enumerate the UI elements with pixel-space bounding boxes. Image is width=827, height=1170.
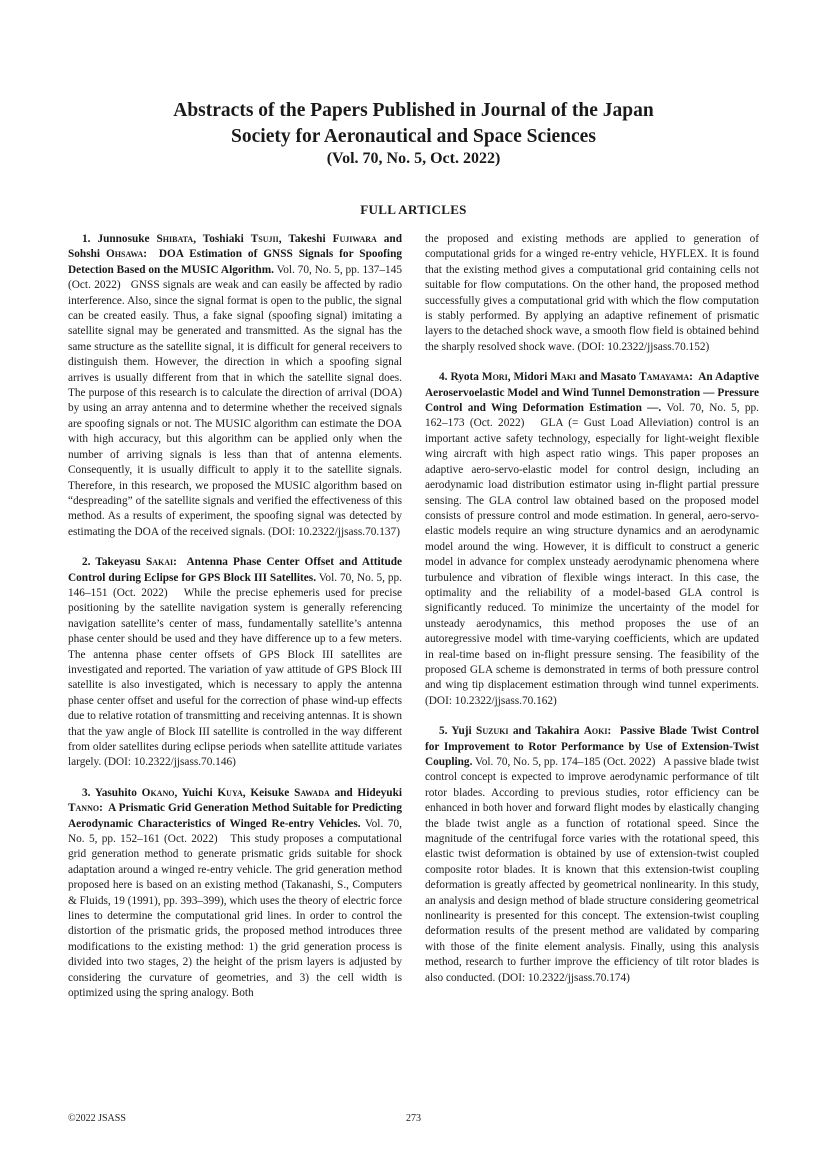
article-title: DOA Estimation of GNSS Signals for Spoofing Detection Based on the MUSIC Algorithm.: [68, 248, 402, 276]
doi: (DOI: 10.2322/jjsass.70.162): [425, 694, 557, 707]
abstract-3-continued: [425, 232, 759, 355]
abstract-body: the proposed and existing methods are applied to generation of computational grids for a winged re-entry vehicle, HYFLEX. It is found that the existing method gives a computational grid containing cells not suitable for flow computations. On the other hand, the proposed method successfully gives a computational grid with which the flow computation is stably performed. By applying an adaptive refinement of prismatic layers to the detached shock wave, a smooth flow field is obtained behind the sharply resolved shock wave.: [425, 233, 759, 353]
abstract-body: This study proposes a computational grid generation method to generate prismatic grids suitable for shock adaptation around a winged re-entry vehicle. The grid generation method proposed here is based on an existing method (Takanashi, S., Computers & Fluids, 19 (1991), pp. 393–399), which uses the theory of electric force lines to determine the computational grid lines. In order to control the distortion of the prismatic grids, the proposed method introduces three modifications to the existing method: 1) the grid generation process is divided into two stages, 2) the height of the prism layers is adjusted by considering the curvature of geometries, and 3) the cell width is optimized using the spring analogy. Both: [68, 833, 402, 1000]
abstract-4: 4. Ryota Mori, Midori Maki and Masato Tamayama: An Adaptive Aeroservoelastic Model and Wind Tunnel Demonstration — Pressure Control and Wing Deformation Estimation —. Vol. 70, No. 5, pp. 162–173 (Oct. 2022) GLA (= Gust Load Alleviation) control is an important active safety technology, especially for light-weight flexible wing aircraft with high aspect ratio wings. This paper proposes an adaptive aero-servo-elastic model for control design, including an aerodynamic load distribution estimator using in-flight partial pressure sensing. The GLA control law obtained based on the proposed model consists of pressure control and mode estimation. In general, aero-servo-elastic models require an wing structure dynamics and an aerodynamic model around the wing. However, it is difficult to construct a generic model in advance for complex unsteady aerodynamic phenomena where turbulence and vibration of flexible wings interact. In this case, the optimality and the reliability of a model-based GLA control is significantly reduced. To minimize the uncertainty of the model for unsteady aerodynamics, this method proposes the use of an autoregressive model with time-varying coefficients, which are updated in real-time based on in-flight pressure sensing. The feasibility of the proposed GLA scheme is demonstrated in terms of both pressure control and wing tip displacement estimation through wind tunnel experiments. (DOI: 10.2322/jjsass.70.162): [425, 371, 759, 707]
issue-info: (Vol. 70, No. 5, Oct. 2022): [326, 150, 501, 167]
abstract-3: 3. Yasuhito Okano, Yuichi Kuya, Keisuke Sawada and Hideyuki Tanno: A Prismatic Grid Generation Method Suitable for Predicting Aerodynamic Characteristics of Winged Re-entry Vehicles. Vol. 70, No. 5, pp. 152–161 (Oct. 2022) This study proposes a computational grid generation method to generate prismatic grids suitable for shock adaptation around a winged re-entry vehicle. The grid generation method proposed here is based on an existing method (Takanashi, S., Computers & Fluids, 19 (1991), pp. 393–399), which uses the theory of electric force lines to determine the computational grid lines. In order to control the distortion of the prismatic grids, the proposed method introduces three modifications to the existing method: 1) the grid generation process is divided into two stages, 2) the height of the prism layers is adjusted by considering the curvature of geometries, and 3) the cell width is optimized using the spring analogy. Both: [68, 786, 402, 1000]
citation: Vol. 70, No. 5, pp. 162–173 (Oct. 2022): [425, 402, 759, 430]
article-title: A Prismatic Grid Generation Method Suitable for Predicting Aerodynamic Characteristics of Winged Re-entry Vehicles.: [68, 802, 402, 830]
citation: Vol. 70, No. 5, pp. 174–185 (Oct. 2022): [475, 756, 656, 768]
doi: (DOI: 10.2322/jjsass.70.146): [104, 756, 236, 769]
left-column: [68, 232, 402, 1017]
copyright: ©2022 JSASS: [68, 1113, 126, 1124]
article-title: An Adaptive Aeroservoelastic Model and Wind Tunnel Demonstration — Pressure Control and Wing Deformation Estimation —.: [425, 371, 759, 415]
abstract-body: GNSS signals are weak and can easily be affected by radio interference. Also, since the signal format is open to the public, the signal can be created easily. Thus, a fake signal (spoofing signal) imitating a satellite signal may be generated and transmitted. As the signal has the same structure as the satellite signal, it is difficult for general receivers to distinguish them. However, the direction in which a spoofing signal arrives is usually different from that in which the satellite signal does. The purpose of this research is to calculate the direction of arrival (DOA) by using an array antenna and to determine whether the received signals are spoofing signals or not. The MUSIC algorithm can estimate the DOA with high accuracy, but this algorithm can be applied only when the number of arriving signals is less than that of antenna elements. Consequently, it is usually difficult to apply it to the satellite signals. Therefore, in this research, we proposed the MUSIC algorithm based on “despreading” of the satellite signals and verified the effectiveness of this method. As a results of experiment, the spoofing signal was detected by estimating the DOA of the received signals.: [68, 279, 402, 538]
section-heading: FULL ARTICLES: [360, 202, 467, 217]
abstract-5: 5. Yuji Suzuki and Takahira Aoki: Passive Blade Twist Control for Improvement to Rotor Performance by Use of Extension-Twist Coupling. Vol. 70, No. 5, pp. 174–185 (Oct. 2022) A passive blade twist control concept is expected to improve aerodynamic performance of tilt rotor blades. According to previous studies, rotor efficiency can be enhanced in both hover and forward flight modes by elastically changing the blade twist angle as a function of rotational speed. Since the magnitude of the centrifugal force varies with the rotational speed, this elastic twist deformation is obtained by use of extension-twist coupled composite rotor blades. It is known that this extension-twist coupling deformation is greatly affected by geometrical nonlinearity. In this study, an analysis and design method of blade structure considering geometrical nonlinearity is presented for this concept. The extension-twist coupling deformation results of the present method are validated by comparing with those of the finite element analysis. Finally, using this analysis method, research to further improve the efficiency of tilt rotor blades is also conducted. (DOI: 10.2322/jjsass.70.174): [425, 725, 759, 984]
citation: Vol. 70, No. 5, pp. 146–151 (Oct. 2022): [68, 571, 402, 599]
abstract-1: 1. Junnosuke Shibata, Toshiaki Tsujii, Takeshi Fujiwara and Sohshi Ohsawa: DOA Estimation of GNSS Signals for Spoofing Detection Based on the MUSIC Algorithm. Vol. 70, No. 5, pp. 137–145 (Oct. 2022) GNSS signals are weak and can easily be affected by radio interference. Also, since the signal format is open to the public, the signal can be created easily. Thus, a fake signal (spoofing signal) imitating a satellite signal may be generated and transmitted. As the signal has the same structure as the satellite signal, it is difficult for general receivers to distinguish them. However, the direction in which a spoofing signal arrives is usually different from that in which the satellite signal does. The purpose of this research is to calculate the direction of arrival (DOA) by using an array antenna and to determine whether the received signals are spoofing signals or not. The MUSIC algorithm can estimate the DOA with high accuracy, but this algorithm can be applied only when the number of arriving signals is less than that of antenna elements. Consequently, it is usually difficult to apply it to the satellite signals. Therefore, in this research, we proposed the MUSIC algorithm based on “despreading” of the satellite signals and verified the effectiveness of this method. As a results of experiment, the spoofing signal was detected by estimating the DOA of the received signals. (DOI: 10.2322/jjsass.70.137): [68, 233, 402, 538]
doi: (DOI: 10.2322/jjsass.70.137): [268, 525, 400, 538]
doi: (DOI: 10.2322/jjsass.70.174): [498, 971, 630, 984]
right-column: [425, 232, 759, 1001]
abstract-body: While the precise ephemeris used for precise positioning by the satellite navigation system is generally referencing navigation satellite’s center of mass, fundamentally satellite’s antenna phase center should be used and they have difference up to a few meters. The antenna phase center offsets of GPS Block III satellites are investigated and reported. The variation of yaw attitude of GPS Block III satellite is also investigated, which is necessary to apply the antenna phase center offset and useful for the correction of phase wind-up effects due to relative rotation of transmitting and receiving antennas. It is shown that the yaw angle of Block III satellite is controlled in the way different from older satellites during eclipse periods when satellite attitude variates largely.: [68, 586, 402, 769]
citation: Vol. 70, No. 5, pp. 152–161 (Oct. 2022): [68, 817, 402, 846]
article-title: Antenna Phase Center Offset and Attitude Control during Eclipse for GPS Block III Satellites.: [68, 556, 403, 584]
title-line-2: Society for Aeronautical and Space Sciences: [231, 126, 596, 147]
doi: (DOI: 10.2322/jjsass.70.152): [577, 340, 710, 353]
abstract-2: 2. Takeyasu Sakai: Antenna Phase Center Offset and Attitude Control during Eclipse for GPS Block III Satellites. Vol. 70, No. 5, pp. 146–151 (Oct. 2022) While the precise ephemeris used for precise positioning by the satellite navigation system is generally referencing navigation satellite’s center of mass, fundamentally satellite’s antenna phase center should be used and they have difference up to a few meters. The antenna phase center offsets of GPS Block III satellites are investigated and reported. The variation of yaw attitude of GPS Block III satellite is also investigated, which is necessary to apply the antenna phase center offset and useful for the correction of phase wind-up effects due to relative rotation of transmitting and receiving antennas. It is shown that the yaw angle of Block III satellite is controlled in the way different from older satellites during eclipse periods when satellite attitude variates largely. (DOI: 10.2322/jjsass.70.146): [68, 556, 403, 769]
abstract-body: A passive blade twist control concept is expected to improve aerodynamic performance of tilt rotor blades. According to previous studies, rotor efficiency can be enhanced in both hover and forward flight modes by elastically changing the blade twist angle as a function of rotational speed. Since the magnitude of the centrifugal force varies with the rotational speed, this elastic twist deformation is obtained by use of extension-twist coupled composite rotor blades. It is known that this extension-twist coupling deformation is greatly affected by geometrical nonlinearity. In this study, an analysis and design method of blade structure considering geometrical nonlinearity is presented for this concept. The extension-twist coupling deformation results of the present method are validated by comparing with those of the finite element analysis. Finally, using this analysis method, research to further improve the efficiency of tilt rotor blades is also conducted.: [425, 756, 759, 984]
page-title: [0, 98, 827, 150]
page-number: 273: [406, 1113, 421, 1124]
citation: Vol. 70, No. 5, pp. 137–145 (Oct. 2022): [68, 263, 402, 292]
abstract-body: GLA (= Gust Load Alleviation) control is an important active safety technology, especially for light-weight flexible wing aircraft with high aspect ratio wings. This paper proposes an adaptive aero-servo-elastic model for control design, including an aerodynamic load distribution estimator using in-flight partial pressure sensing. The GLA control law obtained based on the proposed model consists of pressure control and mode estimation. In general, aero-servo-elastic models require an wing structure dynamics and an aerodynamic model around the wing. However, it is difficult to construct a generic model in advance for complex unsteady aerodynamic phenomena where turbulence and vibration of flexible wings interact. In this case, the optimality and the reliability of a model-based GLA control is significantly reduced. To minimize the uncertainty of the model for unsteady aerodynamics, this method proposes the use of an autoregressive model with time-varying coefficients, which are updated in real-time based on in-flight pressure sensing. The feasibility of the proposed GLA scheme is demonstrated in terms of both pressure control and wing tip displacement estimation through wind tunnel experiments.: [425, 417, 759, 692]
article-title: Passive Blade Twist Control for Improvement to Rotor Performance by Use of Extension-Twist Coupling.: [425, 725, 759, 768]
title-line-1: Abstracts of the Papers Published in Journal of the Japan: [173, 100, 654, 121]
